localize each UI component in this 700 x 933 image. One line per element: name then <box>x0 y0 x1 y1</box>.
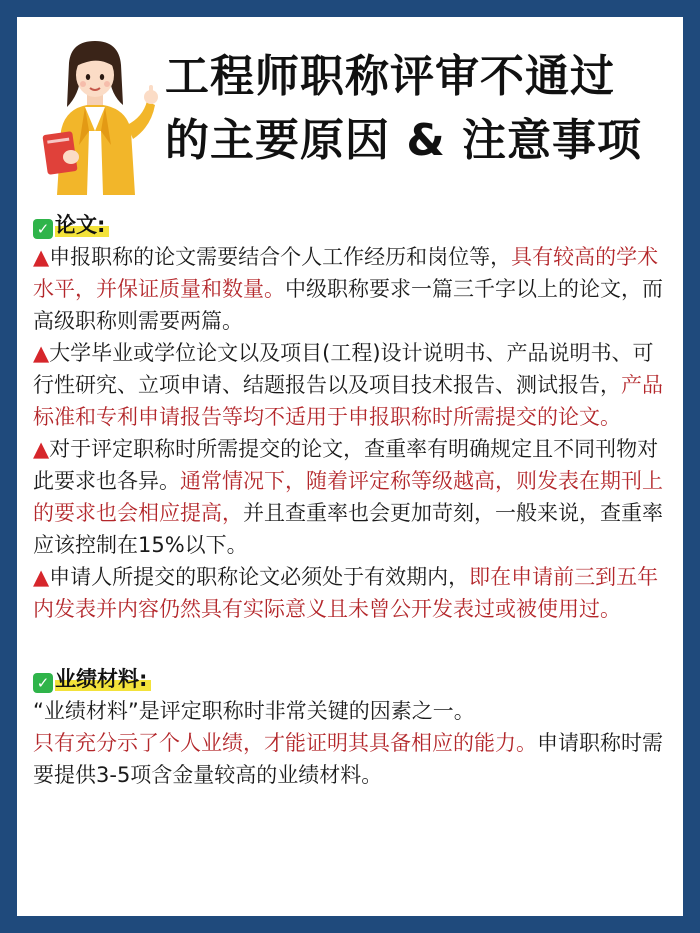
triangle-bullet-icon: ▲ <box>33 437 50 461</box>
triangle-bullet-icon: ▲ <box>33 245 50 269</box>
paragraph-text: 申报职称的论文需要结合个人工作经历和岗位等， <box>49 245 512 269</box>
paragraph-text: 申请人所提交的职称论文必须处于有效期内， <box>49 565 470 589</box>
paragraph-text: “业绩材料”是评定职称时非常关键的因素之一。 <box>33 699 475 723</box>
title-line-2: 的主要原因 & 注意事项 <box>165 115 643 166</box>
paragraph-emphasis: 产品标准和专利申请报告等均不适用于申报职称时所需提交的论文。 <box>33 373 663 429</box>
article-body <box>33 209 673 791</box>
section-heading-paper <box>33 210 105 240</box>
title-line-1: 工程师职称评审不通过 <box>165 51 615 102</box>
section-heading-label: 业绩材料: <box>55 667 148 691</box>
paragraph-emphasis: 只有充分示了个人业绩，才能证明其具备相应的能力。 <box>33 731 537 755</box>
paragraph-emphasis: 即在申请前三到五年内发表并内容仍然具有实际意义且未曾公开发表过或被使用过。 <box>33 565 659 621</box>
paragraph-emphasis: 具有较高的学术水平，并保证质量和数量。 <box>33 245 659 301</box>
check-icon: ✓ <box>33 219 53 239</box>
paragraph-text: 并且查重率也会更加苛刻，一般来说，查重率应该控制在15%以下。 <box>33 501 663 557</box>
teacher-illustration <box>31 35 161 195</box>
page-title <box>165 45 675 173</box>
paragraph <box>33 695 673 727</box>
paragraph <box>33 561 673 625</box>
triangle-bullet-icon: ▲ <box>33 565 50 589</box>
paragraph-emphasis: 通常情况下，随着评定称等级越高，则发表在期刊上的要求也会相应提高， <box>33 469 663 525</box>
section-heading-performance <box>33 664 147 694</box>
page-card <box>17 17 683 916</box>
check-icon: ✓ <box>33 673 53 693</box>
section-heading-label: 论文: <box>55 213 106 237</box>
triangle-bullet-icon: ▲ <box>33 341 50 365</box>
section-spacer <box>33 625 673 663</box>
paragraph <box>33 727 673 791</box>
paragraph <box>33 241 673 337</box>
paragraph-text: 大学毕业或学位论文以及项目(工程)设计说明书、产品说明书、可行性研究、立项申请、结题报告以及项目技术报告、测试报告， <box>33 341 654 397</box>
paragraph <box>33 433 673 561</box>
paragraph-text: 申请职称时需要提供3-5项含金量较高的业绩材料。 <box>33 731 663 787</box>
paragraph-text: 中级职称要求一篇三千字以上的论文，而高级职称则需要两篇。 <box>33 277 663 333</box>
paragraph <box>33 337 673 433</box>
paragraph-text: 对于评定职称时所需提交的论文，查重率有明确规定且不同刊物对此要求也各异。 <box>33 437 659 493</box>
